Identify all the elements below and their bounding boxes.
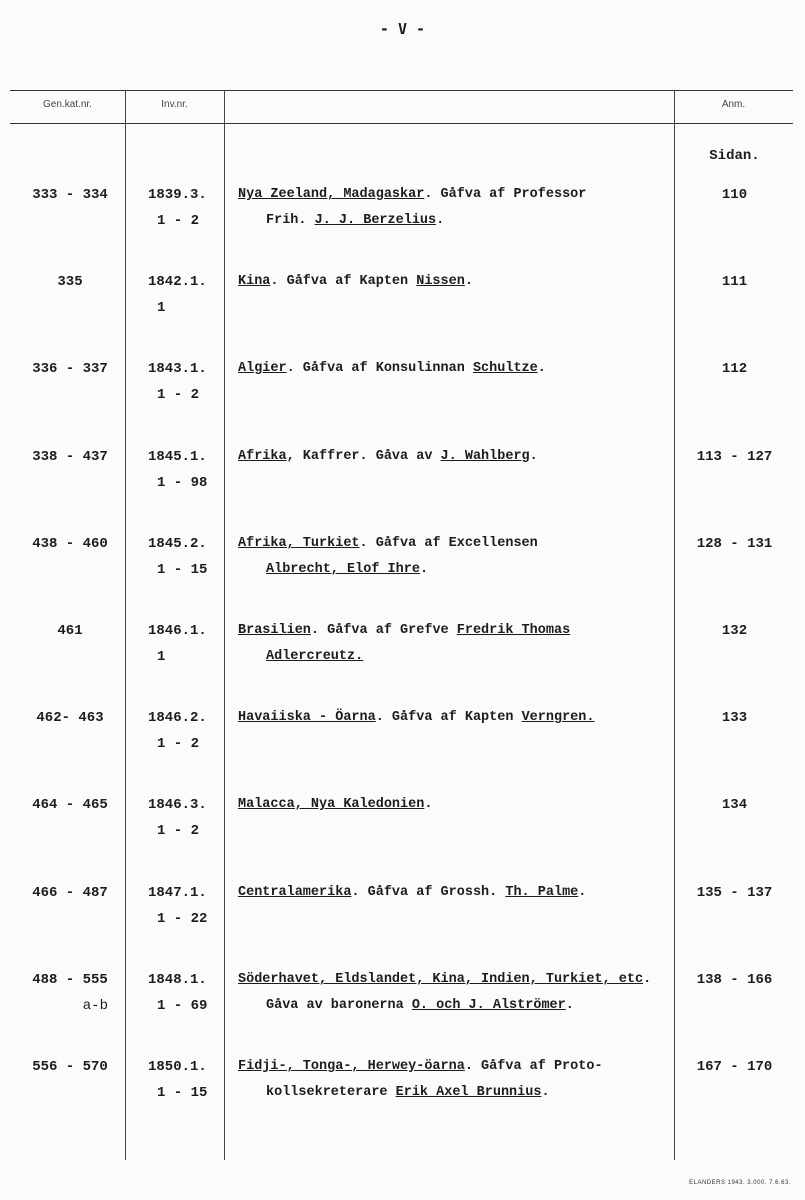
gen-kat-nr-cell [14,618,126,644]
gen-kat-nr: 466 - 487 [32,885,108,901]
sidan-value: 112 [721,361,748,377]
description-text: . Gåfva af Kapten [270,274,417,289]
description-text: Frih. [266,213,315,228]
sidan-value: 135 - 137 [696,885,773,901]
description-line [238,356,678,382]
description-line [238,792,678,818]
table-row [0,444,805,504]
description-cell [238,269,678,295]
description-line [238,269,678,295]
description-line [238,557,678,583]
table-row [0,967,805,1027]
description-line [238,967,678,993]
table-row [0,531,805,591]
gen-kat-nr: 462- 463 [36,710,104,726]
table-row [0,618,805,678]
inv-nr-cell [128,531,223,583]
sidan-value: 134 [721,797,748,813]
description-cell [238,1054,678,1106]
inv-nr-cell [128,182,223,234]
description-text: . Gåfva af Konsulinnan [286,361,473,376]
inv-nr-year: 1839.3. [148,187,207,203]
underlined-text: Fredrik Thomas [456,623,571,638]
gen-kat-nr: 438 - 460 [32,536,108,552]
description-text: . [436,213,445,228]
description-text: . Gåfva af Grefve [310,623,457,638]
underlined-text: Söderhavet, Eldslandet, Kina, Indien, Turkiet, etc [238,972,644,987]
description-line [238,208,678,234]
gen-kat-nr-cell [14,705,126,731]
underlined-text: Afrika, Turkiet [238,536,360,551]
underlined-text: Th. Palme [505,885,579,900]
description-text: . Gåfva af Kapten [375,710,522,725]
underlined-text: Algier [238,361,287,376]
description-line [238,880,678,906]
header-bottom-rule [10,123,793,124]
description-text: . [529,449,538,464]
underlined-text: Verngren. [521,710,595,725]
underlined-text: Havaiiska - Öarna [238,710,376,725]
description-cell [238,444,678,470]
description-cell [238,182,678,234]
table-row [0,356,805,416]
description-text: . [541,1085,550,1100]
description-cell [238,705,678,731]
underlined-text: Fidji-, Tonga-, Herwey-öarna [238,1059,465,1074]
inv-nr-year: 1845.2. [148,536,207,552]
description-line [238,993,678,1019]
header-anm: Anm. [721,99,746,110]
table-row [0,182,805,242]
description-line [238,618,678,644]
inv-nr-range: 1 - 2 [157,823,200,839]
description-cell [238,531,678,583]
table-row [0,705,805,765]
inv-nr-year: 1845.1. [148,449,207,465]
description-text: Gåva av baronerna [266,998,412,1013]
sidan-value: 132 [721,623,748,639]
gen-kat-nr: 556 - 570 [32,1059,108,1075]
description-text: . [537,361,546,376]
inv-nr-cell [128,269,223,321]
gen-kat-nr-cell [14,792,126,818]
underlined-text: Brasilien [238,623,311,638]
sidan-value: 110 [721,187,748,203]
description-text: . [565,998,574,1013]
underlined-text: Malacca, Nya Kaledonien [238,797,425,812]
underlined-text: Adlercreutz. [266,649,364,664]
inv-nr-cell [128,792,223,844]
underlined-text: J. J. Berzelius [314,213,437,228]
gen-kat-nr-suffix: a-b [82,998,108,1014]
gen-kat-nr-cell [14,531,126,557]
description-text: kollsekreterare [266,1085,396,1100]
sidan-value: 111 [721,274,748,290]
gen-kat-nr: 336 - 337 [32,361,108,377]
inv-nr-range: 1 - 15 [157,1085,208,1101]
underlined-text: Erik Axel Brunnius [395,1085,542,1100]
description-text: . Gåfva af Excellensen [359,536,538,551]
header-gen-kat-nr: Gen.kat.nr. [43,99,92,110]
sidan-value: 113 - 127 [696,449,773,465]
sidan-label: Sidan. [709,148,760,164]
inv-nr-range: 1 [157,649,166,665]
inv-nr-year: 1850.1. [148,1059,207,1075]
sidan-value: 128 - 131 [696,536,773,552]
gen-kat-nr: 461 [57,623,83,639]
description-line [238,444,678,470]
description-text: . [643,972,652,987]
inv-nr-cell [128,705,223,757]
underlined-text: Schultze [472,361,538,376]
table-top-rule [10,90,793,91]
inv-nr-cell [128,1054,223,1106]
inv-nr-range: 1 [157,300,166,316]
description-line [238,1080,678,1106]
gen-kat-nr-cell [14,444,126,470]
inv-nr-range: 1 - 2 [157,387,200,403]
table-row [0,792,805,852]
table-row [0,1054,805,1114]
table-row [0,880,805,940]
underlined-text: Centralamerika [238,885,352,900]
inv-nr-cell [128,880,223,932]
inv-nr-year: 1846.2. [148,710,207,726]
description-cell [238,967,678,1019]
description-text: . [424,797,433,812]
gen-kat-nr-cell [14,356,126,382]
description-cell [238,618,678,670]
inv-nr-year: 1847.1. [148,885,207,901]
gen-kat-nr: 464 - 465 [32,797,108,813]
underlined-text: O. och J. Alströmer [411,998,566,1013]
inv-nr-year: 1842.1. [148,274,207,290]
description-line [238,531,678,557]
gen-kat-nr-cell [14,967,126,1019]
inv-nr-range: 1 - 2 [157,736,200,752]
description-line [238,182,678,208]
sidan-value: 138 - 166 [696,972,773,988]
gen-kat-nr-cell [14,182,126,208]
sidan-value: 133 [721,710,748,726]
inv-nr-cell [128,444,223,496]
gen-kat-nr-cell [14,1054,126,1080]
inv-nr-range: 1 - 2 [157,213,200,229]
description-text: . [464,274,473,289]
inv-nr-range: 1 - 98 [157,475,208,491]
gen-kat-nr: 488 - 555 [32,972,108,988]
inv-nr-year: 1846.3. [148,797,207,813]
underlined-text: Nissen [416,274,465,289]
description-text: . [419,562,429,577]
inv-nr-range: 1 - 22 [157,911,208,927]
printer-imprint: ELANDERS 1943. 3.000. 7.6.63. [689,1180,791,1186]
gen-kat-nr: 333 - 334 [32,187,108,203]
inv-nr-cell [128,967,223,1019]
description-cell [238,792,678,818]
description-text: . Gåfva af Professor [424,187,587,202]
description-line [238,1054,678,1080]
gen-kat-nr-cell [14,269,126,295]
description-line [238,644,678,670]
inv-nr-year: 1848.1. [148,972,207,988]
page-number: - V - [379,20,426,38]
inv-nr-cell [128,618,223,670]
description-cell [238,880,678,906]
description-cell [238,356,678,382]
description-text: . [578,885,587,900]
inv-nr-year: 1846.1. [148,623,207,639]
description-text: , Kaffrer. Gåva av [286,449,441,464]
header-inv-nr: Inv.nr. [161,99,188,110]
inv-nr-year: 1843.1. [148,361,207,377]
inv-nr-cell [128,356,223,408]
description-text: . Gåfva af Proto- [464,1059,603,1074]
inv-nr-range: 1 - 69 [157,998,208,1014]
underlined-text: J. Wahlberg [440,449,530,464]
description-text: . Gåfva af Grossh. [351,885,506,900]
table-row [0,269,805,329]
inv-nr-range: 1 - 15 [157,562,208,578]
description-line [238,705,678,731]
underlined-text: Kina [238,274,271,289]
underlined-text: Nya Zeeland, Madagaskar [238,187,425,202]
gen-kat-nr: 338 - 437 [32,449,108,465]
sidan-value: 167 - 170 [696,1059,773,1075]
gen-kat-nr: 335 [57,274,83,290]
gen-kat-nr-cell [14,880,126,906]
underlined-text: Albrecht, Elof Ihre [266,562,420,577]
underlined-text: Afrika [238,449,287,464]
